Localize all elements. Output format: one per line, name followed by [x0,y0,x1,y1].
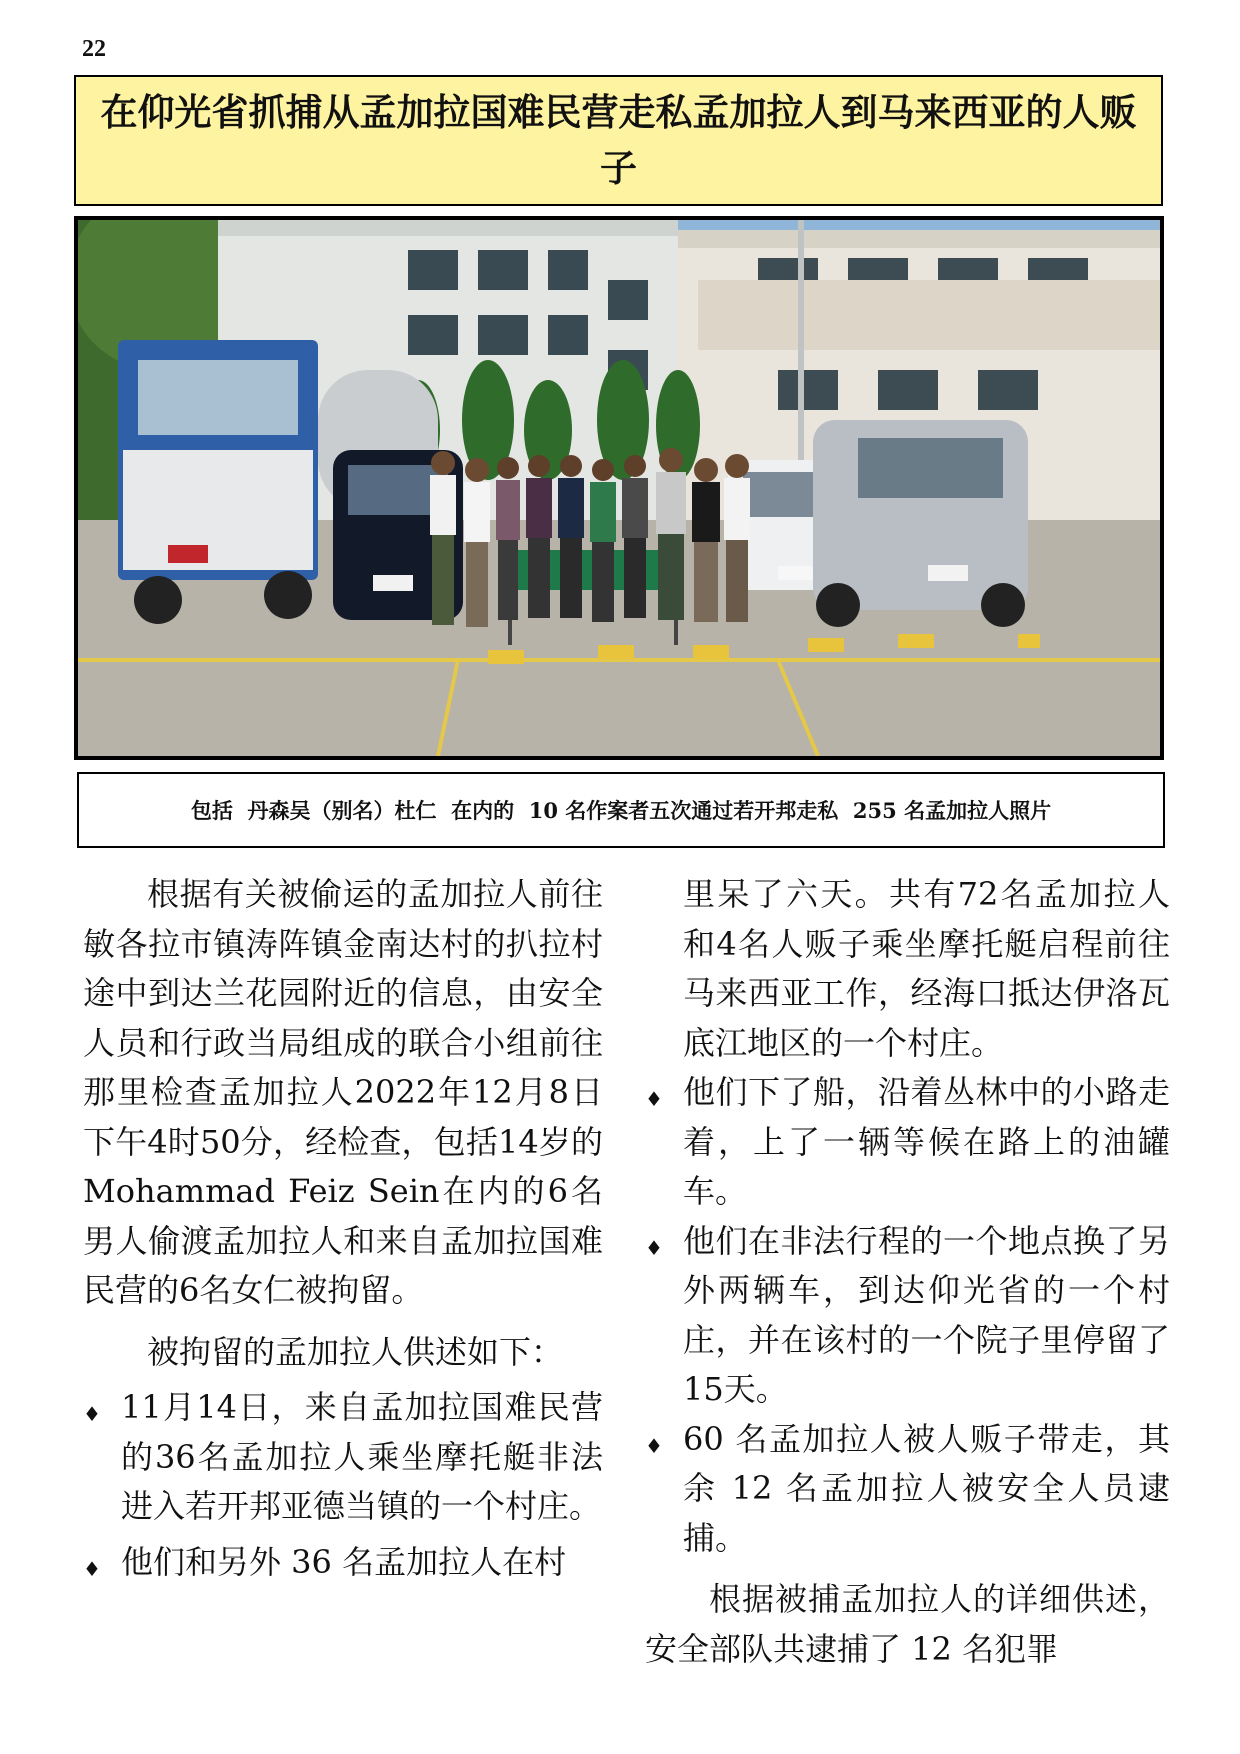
right-column [645,870,1170,1674]
list-item-text: 他们下了船，沿着丛林中的小路走着，上了一辆等候在路上的油罐车。 [683,1073,1170,1210]
diamond-bullet-icon: ♦ [645,1235,663,1260]
list-item [645,1415,1170,1564]
list-item [83,1538,603,1588]
news-photo [74,216,1164,760]
diamond-bullet-icon: ♦ [645,1087,663,1111]
list-item-text: 他们在非法行程的一个地点换了另外两辆车，到达仰光省的一个村庄，并在该村的一个院子里停留了15天。 [683,1221,1170,1408]
statement-lead: 被拘留的孟加拉人供述如下： [147,1332,564,1371]
list-item-text: 他们和另外 36 名孟加拉人在村 [121,1542,567,1581]
list-item [645,1068,1170,1217]
list-item-continuation: 里呆了六天。共有72名孟加拉人和4名人贩子乘坐摩托艇启程前往马来西亚工作，经海口抵达伊洛瓦底江地区的一个村庄。 [683,875,1170,1062]
diamond-bullet-icon: ♦ [645,1433,663,1458]
left-column [83,870,603,1587]
diamond-bullet-icon: ♦ [83,1556,101,1581]
intro-paragraph: 根据有关被偷运的孟加拉人前往敏各拉市镇涛阵镇金南达村的扒拉村途中到达兰花园附近的信息，由安全人员和行政当局组成的联合小组前往那里检查孟加拉人2022年12月8日下午4时50分，经检查，包括14岁的Mohammad Feiz Sein在内的6名男人偷渡孟加拉人和来自孟加拉国难民营的6名女仁被拘留。 [83,875,603,1309]
page-number: 22 [82,36,106,62]
list-item [645,1217,1170,1415]
headline-box [74,75,1163,206]
headline: 在仰光省抓捕从孟加拉国难民营走私孟加拉人到马来西亚的人贩子 [100,90,1137,190]
diamond-bullet-icon: ♦ [83,1402,101,1426]
closing-paragraph: 根据被捕孟加拉人的详细供述，安全部队共逮捕了 12 名犯罪 [645,1580,1170,1668]
photo-caption: 包括 丹森吴（别名）杜仁 在内的 10 名作案者五次通过若开邦走私 255 名孟加拉人照片 [190,798,1052,823]
list-item-text: 60 名孟加拉人被人贩子带走，其余 12 名孟加拉人被安全人员逮捕。 [683,1419,1170,1557]
news-photo-illustration [78,220,1160,756]
list-item-text: 11月14日，来自孟加拉国难民营的36名孟加拉人乘坐摩托艇非法进入若开邦亚德当镇的一个村庄。 [121,1388,603,1525]
caption-box [77,772,1165,848]
list-item [83,1383,603,1532]
